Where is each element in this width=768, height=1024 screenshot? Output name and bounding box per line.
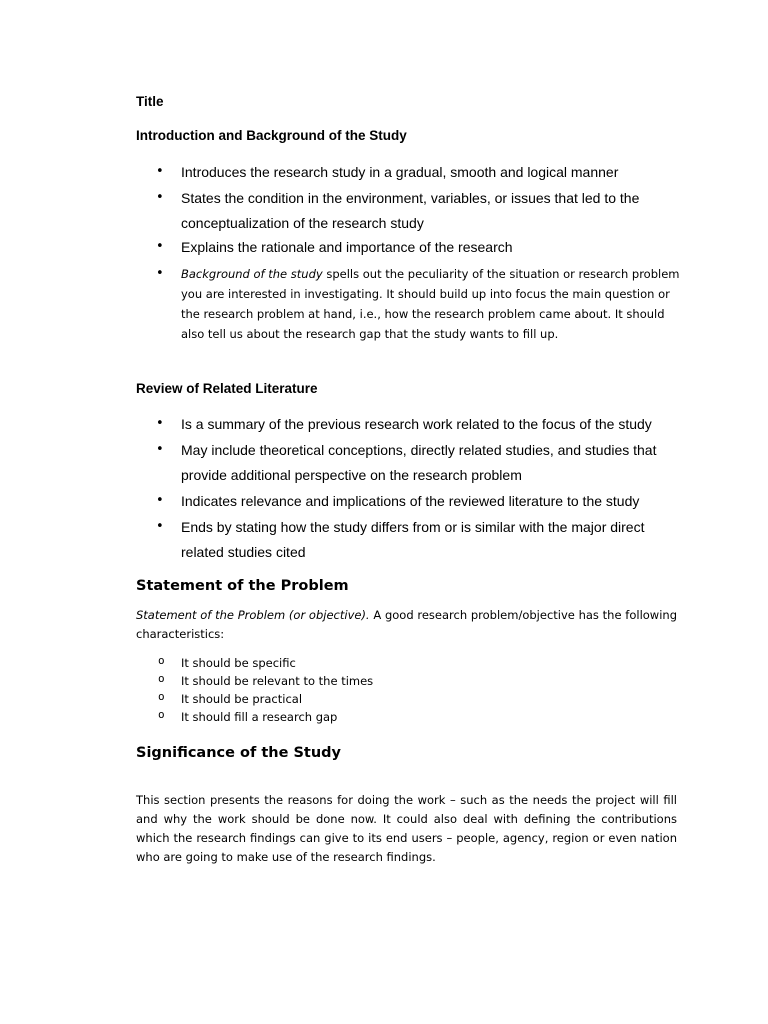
circle-bullet-icon: o xyxy=(158,654,165,667)
document-title: Title xyxy=(136,94,164,109)
bullet-icon: • xyxy=(156,519,164,534)
intro-bullet-text: Explains the rationale and importance of the research xyxy=(181,239,513,255)
characteristic-text: It should be specific xyxy=(181,656,296,670)
circle-bullet-icon: o xyxy=(158,690,165,703)
background-of-study-text xyxy=(181,264,691,344)
problem-heading: Statement of the Problem xyxy=(136,578,349,594)
significance-heading: Significance of the Study xyxy=(136,745,341,761)
characteristic-text: It should be relevant to the times xyxy=(181,674,374,688)
bullet-icon: • xyxy=(156,442,164,457)
bullet-icon: • xyxy=(156,266,164,281)
review-bullet-text: Is a summary of the previous research work related to the focus of the study xyxy=(181,416,652,432)
characteristic-text: It should fill a research gap xyxy=(181,710,338,724)
review-bullet-text: May include theoretical conceptions, directly related studies, and studies that provide additional perspective on the research problem xyxy=(181,442,657,483)
review-bullet-text: Ends by stating how the study differs from or is similar with the major direct related studies cited xyxy=(181,519,645,560)
bullet-icon: • xyxy=(156,190,164,205)
review-bullet-text: Indicates relevance and implications of the reviewed literature to the study xyxy=(181,493,640,509)
circle-bullet-icon: o xyxy=(158,672,165,685)
intro-bullet-text: Introduces the research study in a gradual, smooth and logical manner xyxy=(181,164,619,180)
problem-intro-paragraph xyxy=(136,606,677,644)
bullet-icon: • xyxy=(156,416,164,431)
background-italic: Background of the study xyxy=(181,267,323,281)
bullet-icon: • xyxy=(156,164,164,179)
intro-bullet-text: States the condition in the environment, variables, or issues that led to the conceptualization of the research study xyxy=(181,190,640,231)
problem-intro-italic: Statement of the Problem (or objective). xyxy=(136,608,370,622)
circle-bullet-icon: o xyxy=(158,708,165,721)
intro-heading: Introduction and Background of the Study xyxy=(136,128,407,143)
review-heading: Review of Related Literature xyxy=(136,381,318,396)
problem-intro-rest: A good research problem/objective has the following characteristics: xyxy=(136,608,677,641)
background-rest: spells out the peculiarity of the situation or research problem you are interested in investigating. It should build up into focus the main question or the research problem at hand, i.e., how the research problem came about. It should also tell us about the research gap that the study wants to fill up. xyxy=(181,267,680,341)
significance-paragraph: This section presents the reasons for doing the work – such as the needs the project will fill and why the work should be done now. It could also deal with defining the contributions which the research findings can give to its end users – people, agency, region or even nation who are going to make use of the research findings. xyxy=(136,793,677,864)
bullet-icon: • xyxy=(156,239,164,254)
bullet-icon: • xyxy=(156,493,164,508)
characteristic-text: It should be practical xyxy=(181,692,303,706)
